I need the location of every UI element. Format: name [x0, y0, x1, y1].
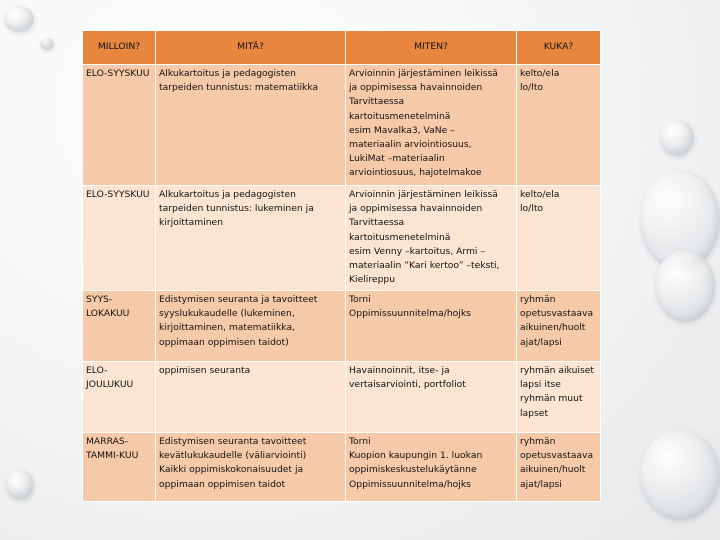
cell-when	[83, 65, 156, 186]
cell-when-line: ELO-SYYSKUU	[86, 189, 150, 200]
column-header-who: KUKA?	[517, 31, 601, 65]
cell-who-line: kelto/ela	[520, 68, 560, 79]
cell-who-line: ryhmän muut	[520, 393, 583, 405]
cell-how-line: ja oppimisessa havainnoiden	[349, 203, 483, 215]
cell-how-line: Tarvittaessa	[349, 217, 405, 229]
water-drop-decoration	[655, 250, 715, 322]
cell-what-line: kirjoittaminen	[159, 217, 224, 229]
cell-when	[83, 362, 156, 433]
cell-when	[83, 291, 156, 362]
cell-who-line: lapsi itse	[520, 379, 561, 391]
cell-what-line: tarpeiden tunnistus: matematiikka	[159, 82, 319, 94]
cell-how-line: Arvioinnin järjestäminen leikissä	[349, 189, 498, 200]
cell-how-line: materiaalin arviointiosuus,	[349, 139, 472, 151]
cell-how-line: LukiMat –materiaalin	[349, 153, 445, 165]
cell-what-line: Kaikki oppimiskokonaisuudet ja	[159, 464, 304, 476]
cell-who	[517, 291, 601, 362]
water-drop-decoration	[4, 6, 34, 32]
cell-when-line: TAMMI-KUU	[86, 450, 139, 462]
cell-how	[346, 433, 517, 502]
cell-how-line: materiaalin ”Kari kertoo” –teksti,	[349, 260, 500, 272]
cell-what	[156, 186, 346, 291]
table-row	[83, 433, 601, 502]
cell-when-line: MARRAS-	[86, 436, 129, 447]
cell-what-line: Alkukartoitus ja pedagogisten	[159, 189, 296, 200]
cell-what-line: Edistymisen seuranta tavoitteet	[159, 436, 307, 447]
cell-how-line: esim Venny –kartoitus, Armi –	[349, 245, 485, 257]
cell-what	[156, 65, 346, 186]
assessment-plan-table	[82, 30, 601, 502]
table-row	[83, 362, 601, 433]
cell-who	[517, 186, 601, 291]
cell-who	[517, 65, 601, 186]
cell-what-line: oppimaan oppimisen taidot)	[159, 336, 289, 348]
cell-when-line: ELO-SYYSKUU	[86, 68, 150, 79]
column-header-when: MILLOIN?	[83, 31, 156, 65]
cell-how-line: arviointiosuus, hajotelmakoe	[349, 167, 482, 179]
cell-when	[83, 433, 156, 502]
cell-what	[156, 291, 346, 362]
cell-how	[346, 362, 517, 433]
cell-when-line: SYYS-	[86, 294, 113, 305]
cell-what-line: Alkukartoitus ja pedagogisten	[159, 68, 296, 79]
cell-who-line: lo/lto	[520, 203, 544, 215]
water-drop-decoration	[6, 470, 34, 500]
cell-who-line: opetusvastaava	[520, 308, 594, 320]
cell-when	[83, 186, 156, 291]
cell-when-line: ELO-	[86, 365, 108, 376]
cell-who-line: lo/lto	[520, 82, 544, 94]
column-header-how: MITEN?	[346, 31, 517, 65]
cell-who-line: kelto/ela	[520, 189, 560, 200]
table-header-row	[83, 31, 601, 65]
cell-who-line: ryhmän	[520, 294, 556, 305]
cell-what-line: syyslukukaudelle (lukeminen,	[159, 308, 295, 320]
cell-what	[156, 433, 346, 502]
cell-who-line: aikuinen/huolt	[520, 464, 586, 476]
cell-who-line: ryhmän aikuiset	[520, 365, 594, 376]
cell-how-line: Oppimissuunnitelma/hojks	[349, 308, 471, 320]
cell-who	[517, 433, 601, 502]
cell-how-line: Torni	[349, 436, 371, 447]
cell-how-line: kartoitusmenetelminä	[349, 110, 451, 122]
cell-how-line: oppimiskeskustelukäytänne	[349, 464, 477, 476]
cell-how-line: esim Mavalka3, VaNe –	[349, 124, 455, 136]
cell-how-line: Oppimissuunnitelma/hojks	[349, 478, 471, 490]
cell-who-line: ajat/lapsi	[520, 478, 562, 490]
cell-how-line: Kielireppu	[349, 274, 396, 286]
cell-how-line: Arvioinnin järjestäminen leikissä	[349, 68, 498, 79]
cell-who	[517, 362, 601, 433]
cell-how-line: ja oppimisessa havainnoiden	[349, 82, 483, 94]
cell-how	[346, 291, 517, 362]
water-drop-decoration	[660, 120, 694, 156]
cell-what-line: Edistymisen seuranta ja tavoitteet	[159, 294, 318, 305]
water-drop-decoration	[40, 38, 54, 50]
cell-what-line: oppimaan oppimisen taidot	[159, 478, 286, 490]
table-row	[83, 291, 601, 362]
cell-how-line: Havainnoinnit, itse- ja	[349, 365, 450, 376]
column-header-what: MITÄ?	[156, 31, 346, 65]
cell-what-line: oppimisen seuranta	[159, 365, 251, 376]
table-row	[83, 186, 601, 291]
cell-how-line: Torni	[349, 294, 371, 305]
table-row	[83, 65, 601, 186]
cell-who-line: ajat/lapsi	[520, 336, 562, 348]
cell-who-line: ryhmän	[520, 436, 556, 447]
cell-how-line: vertaisarviointi, portfoliot	[349, 379, 466, 391]
cell-how-line: Tarvittaessa	[349, 96, 405, 108]
cell-what	[156, 362, 346, 433]
cell-how	[346, 186, 517, 291]
cell-how-line: Kuopion kaupungin 1. luokan	[349, 450, 483, 462]
cell-when-line: LOKAKUU	[86, 308, 130, 320]
cell-who-line: lapset	[520, 407, 549, 419]
cell-how	[346, 65, 517, 186]
cell-who-line: opetusvastaava	[520, 450, 594, 462]
water-drop-decoration	[640, 430, 720, 520]
cell-who-line: aikuinen/huolt	[520, 322, 586, 334]
cell-what-line: kirjoittaminen, matematiikka,	[159, 322, 296, 334]
cell-what-line: tarpeiden tunnistus: lukeminen ja	[159, 203, 314, 215]
cell-how-line: kartoitusmenetelminä	[349, 231, 451, 243]
cell-when-line: JOULUKUU	[86, 379, 134, 391]
cell-what-line: kevätlukukaudelle (väliarviointi)	[159, 450, 307, 462]
